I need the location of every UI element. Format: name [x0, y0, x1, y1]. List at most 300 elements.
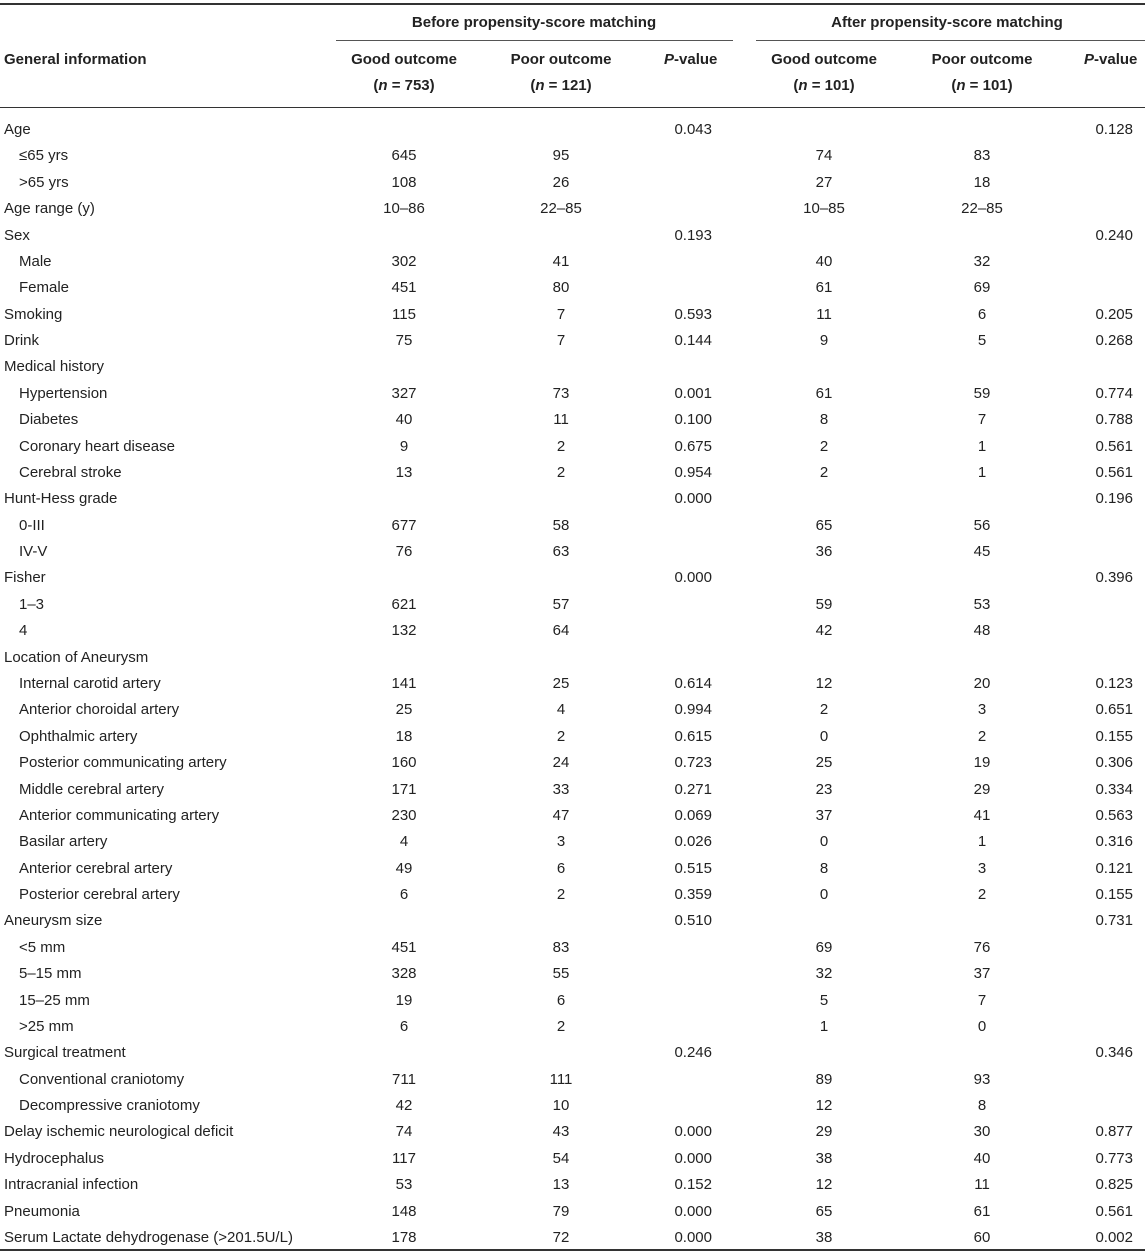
cell-before-poor: 55	[552, 965, 570, 983]
row-label: Surgical treatment	[4, 1044, 126, 1062]
cell-before-poor: 83	[552, 938, 570, 956]
cell-after-poor: 53	[973, 595, 991, 613]
cell-after-poor: 83	[973, 147, 991, 165]
row-label: Female	[19, 279, 70, 297]
cell-before-p-value: 0.193	[674, 226, 712, 244]
row-label: Pneumonia	[4, 1202, 80, 1220]
cell-after-poor: 40	[973, 1149, 991, 1167]
cell-before-poor: 80	[552, 279, 570, 297]
cell-before-good: 75	[395, 332, 413, 350]
table-row	[0, 961, 1145, 987]
cell-before-good: 451	[391, 938, 417, 956]
column-header-before-poor	[511, 50, 612, 96]
cell-after-poor: 93	[973, 1070, 991, 1088]
cell-before-good: 42	[395, 1097, 413, 1115]
column-header-before-poor-n: (n = 121)	[530, 77, 592, 94]
table-row	[0, 697, 1145, 723]
cell-before-good: 108	[391, 173, 417, 191]
cell-before-p-value: 0.100	[674, 411, 712, 429]
cell-after-poor: 60	[973, 1228, 991, 1246]
table-row	[0, 856, 1145, 882]
cell-after-poor: 11	[974, 1176, 990, 1194]
n-symbol: n	[798, 77, 808, 94]
cell-before-good: 115	[392, 305, 416, 323]
row-label: Delay ischemic neurological deficit	[4, 1123, 234, 1141]
cell-after-p-value: 0.316	[1095, 833, 1133, 851]
row-label: Fisher	[4, 569, 46, 587]
cell-before-p-value: 0.675	[674, 437, 712, 455]
cell-after-p-value: 0.396	[1095, 569, 1133, 587]
table-row	[0, 829, 1145, 855]
table-row	[0, 249, 1145, 275]
cell-before-p-value: 0.000	[674, 1149, 712, 1167]
cell-before-p-value: 0.723	[674, 754, 712, 772]
row-label: 5–15 mm	[19, 965, 82, 983]
cell-after-good: 12	[815, 1176, 833, 1194]
cell-after-p-value: 0.002	[1095, 1228, 1133, 1246]
cell-after-poor: 69	[973, 279, 991, 297]
cell-before-poor: 6	[556, 991, 566, 1009]
cell-before-p-value: 0.246	[674, 1044, 712, 1062]
table-row	[0, 592, 1145, 618]
group-rule-before	[336, 40, 733, 41]
column-header-after-poor-n: (n = 101)	[951, 77, 1013, 94]
cell-before-good: 711	[392, 1070, 416, 1088]
cell-after-p-value: 0.877	[1095, 1123, 1133, 1141]
cell-before-poor: 2	[556, 886, 566, 904]
cell-before-p-value: 0.152	[674, 1176, 712, 1194]
cell-before-p-value: 0.026	[674, 833, 712, 851]
cell-after-good: 74	[815, 147, 833, 165]
cell-after-poor: 45	[973, 543, 991, 561]
table-row	[0, 486, 1145, 512]
n-value: = 753)	[387, 77, 435, 94]
group-header-before: Before propensity-score matching	[411, 14, 657, 31]
cell-after-good: 25	[815, 754, 833, 772]
p-symbol: P	[664, 51, 675, 68]
row-label: Coronary heart disease	[19, 437, 175, 455]
table-row	[0, 777, 1145, 803]
cell-after-good: 27	[815, 173, 833, 191]
cell-after-good: 69	[815, 938, 833, 956]
row-label: Diabetes	[19, 411, 79, 429]
cell-after-poor: 30	[973, 1123, 991, 1141]
cell-after-poor: 7	[977, 411, 987, 429]
table-row	[0, 328, 1145, 354]
cell-before-poor: 4	[556, 701, 566, 719]
cell-after-poor: 20	[973, 674, 991, 692]
cell-before-poor: 2	[556, 437, 566, 455]
cell-before-poor: 25	[552, 674, 570, 692]
cell-before-poor: 6	[556, 859, 566, 877]
group-rule-after	[756, 40, 1145, 41]
cell-after-poor: 61	[973, 1202, 991, 1220]
cell-after-good: 65	[815, 1202, 833, 1220]
cell-after-p-value: 0.773	[1095, 1149, 1133, 1167]
cell-before-poor: 64	[552, 622, 570, 640]
cell-after-poor: 3	[977, 701, 987, 719]
table-row	[0, 935, 1145, 961]
row-label: Posterior cerebral artery	[19, 886, 180, 904]
row-label: ≤65 yrs	[19, 147, 69, 165]
cell-after-p-value: 0.240	[1095, 226, 1133, 244]
cell-after-good: 23	[815, 780, 833, 798]
cell-after-p-value: 0.788	[1095, 411, 1133, 429]
cell-before-p-value: 0.359	[674, 886, 712, 904]
row-label: >65 yrs	[19, 173, 69, 191]
column-header-after-poor-title: Poor outcome	[931, 51, 1033, 68]
cell-before-good: 677	[391, 516, 417, 534]
column-header-after-good-title: Good outcome	[771, 51, 877, 68]
cell-after-poor: 8	[977, 1097, 987, 1115]
table-row	[0, 275, 1145, 301]
row-label: Aneurysm size	[4, 912, 103, 930]
cell-before-poor: 95	[552, 147, 570, 165]
row-label: Smoking	[4, 305, 63, 323]
n-value: = 101)	[807, 77, 855, 94]
cell-after-p-value: 0.123	[1095, 674, 1133, 692]
cell-after-poor: 2	[977, 886, 987, 904]
cell-after-poor: 7	[977, 991, 987, 1009]
cell-after-good: 2	[819, 701, 829, 719]
cell-before-p-value: 0.515	[674, 859, 712, 877]
column-header-after-good-n: (n = 101)	[793, 77, 855, 94]
cell-after-poor: 19	[973, 754, 991, 772]
cell-after-good: 10–85	[803, 200, 845, 218]
column-header-after-poor	[932, 50, 1033, 96]
row-label: Posterior communicating artery	[19, 754, 227, 772]
row-label: 4	[19, 622, 28, 640]
table-row	[0, 618, 1145, 644]
table-row	[0, 1040, 1145, 1066]
row-label: 0-III	[19, 516, 45, 534]
cell-before-good: 141	[391, 674, 417, 692]
cell-after-p-value: 0.731	[1095, 912, 1133, 930]
cell-after-good: 61	[815, 384, 833, 402]
cell-after-poor: 22–85	[961, 200, 1003, 218]
column-header-after-good	[771, 50, 877, 96]
cell-after-good: 37	[815, 806, 833, 824]
cell-before-good: 328	[391, 965, 417, 983]
cell-after-poor: 56	[973, 516, 991, 534]
cell-after-p-value: 0.196	[1095, 490, 1133, 508]
cell-before-p-value: 0.000	[674, 1202, 712, 1220]
row-label: Age range (y)	[4, 200, 95, 218]
cell-before-p-value: 0.510	[674, 912, 712, 930]
table-row	[0, 381, 1145, 407]
cell-before-poor: 11	[553, 411, 569, 429]
cell-before-poor: 47	[552, 806, 570, 824]
cell-after-p-value: 0.334	[1095, 780, 1133, 798]
cell-after-good: 8	[819, 411, 829, 429]
cell-after-good: 65	[815, 516, 833, 534]
row-label: Hypertension	[19, 384, 108, 402]
cell-after-good: 38	[815, 1228, 833, 1246]
cell-before-p-value: 0.001	[674, 384, 712, 402]
column-header-before-good	[351, 50, 457, 96]
cell-before-p-value: 0.994	[674, 701, 712, 719]
cell-before-poor: 13	[552, 1176, 570, 1194]
cell-after-p-value: 0.561	[1095, 437, 1133, 455]
cell-before-poor: 3	[556, 833, 566, 851]
table-row	[0, 117, 1145, 143]
cell-after-good: 29	[815, 1123, 833, 1141]
cell-before-good: 40	[395, 411, 413, 429]
cell-before-poor: 2	[556, 463, 566, 481]
cell-before-poor: 7	[556, 305, 566, 323]
cell-after-p-value: 0.121	[1095, 859, 1133, 877]
cell-after-poor: 1	[977, 463, 987, 481]
cell-after-good: 1	[819, 1017, 829, 1035]
cell-before-good: 148	[391, 1202, 417, 1220]
cell-after-p-value: 0.306	[1095, 754, 1133, 772]
cell-after-good: 32	[815, 965, 833, 983]
cell-after-poor: 37	[973, 965, 991, 983]
cell-after-poor: 2	[977, 727, 987, 745]
cell-after-p-value: 0.155	[1095, 886, 1133, 904]
table-row	[0, 1014, 1145, 1040]
row-label: IV-V	[19, 543, 48, 561]
cell-before-p-value: 0.614	[674, 674, 712, 692]
row-label: Medical history	[4, 358, 105, 376]
cell-before-p-value: 0.043	[674, 121, 712, 138]
cell-before-poor: 63	[552, 543, 570, 561]
cell-after-p-value: 0.561	[1095, 463, 1133, 481]
cell-before-good: 4	[399, 833, 409, 851]
header-bottom-rule	[0, 107, 1145, 108]
table-row	[0, 407, 1145, 433]
group-header-after: After propensity-score matching	[831, 14, 1063, 31]
cell-before-good: 53	[395, 1176, 413, 1194]
cell-before-p-value: 0.000	[674, 1123, 712, 1141]
cell-after-poor: 1	[977, 833, 987, 851]
n-symbol: n	[956, 77, 966, 94]
table-row	[0, 1225, 1145, 1251]
row-label: Cerebral stroke	[19, 463, 122, 481]
n-value: = 121)	[544, 77, 592, 94]
cell-after-poor: 48	[973, 622, 991, 640]
cell-after-good: 9	[819, 332, 829, 350]
cell-after-good: 2	[819, 437, 829, 455]
cell-before-poor: 73	[552, 384, 570, 402]
cell-after-good: 36	[815, 543, 833, 561]
row-label: >25 mm	[19, 1017, 74, 1035]
table-row	[0, 539, 1145, 565]
cell-after-good: 38	[815, 1149, 833, 1167]
p-suffix: -value	[674, 51, 718, 68]
row-label: Sex	[4, 226, 30, 244]
row-label: Intracranial infection	[4, 1176, 139, 1194]
cell-before-good: 178	[391, 1228, 417, 1246]
n-symbol: n	[535, 77, 545, 94]
cell-before-poor: 2	[556, 727, 566, 745]
cell-before-good: 132	[391, 622, 417, 640]
cell-before-good: 230	[391, 806, 417, 824]
table-row	[0, 434, 1145, 460]
p-symbol: P	[1084, 51, 1095, 68]
cell-after-p-value: 0.128	[1095, 121, 1133, 138]
table-row	[0, 1146, 1145, 1172]
cell-after-good: 42	[815, 622, 833, 640]
cell-before-good: 327	[391, 384, 417, 402]
cell-before-poor: 7	[556, 332, 566, 350]
n-symbol: n	[378, 77, 388, 94]
row-label: Basilar artery	[19, 833, 108, 851]
cell-after-poor: 41	[973, 806, 991, 824]
cell-before-good: 74	[395, 1123, 413, 1141]
table-row	[0, 1199, 1145, 1225]
cell-before-poor: 57	[552, 595, 570, 613]
cell-before-good: 451	[391, 279, 417, 297]
column-header-before-poor-title: Poor outcome	[510, 51, 612, 68]
row-label: Hunt-Hess grade	[4, 490, 118, 508]
cell-before-good: 117	[392, 1149, 416, 1167]
cell-after-poor: 0	[977, 1017, 987, 1035]
cell-after-p-value: 0.155	[1095, 727, 1133, 745]
cell-after-p-value: 0.651	[1095, 701, 1133, 719]
cell-after-good: 11	[816, 305, 832, 323]
cell-before-poor: 26	[552, 173, 570, 191]
table-row	[0, 988, 1145, 1014]
table-row	[0, 882, 1145, 908]
cell-after-poor: 76	[973, 938, 991, 956]
cell-before-good: 6	[399, 1017, 409, 1035]
column-header-before-p-value	[664, 50, 717, 70]
row-label: Anterior cerebral artery	[19, 859, 173, 877]
cell-after-good: 61	[815, 279, 833, 297]
table-row	[0, 143, 1145, 169]
cell-after-good: 0	[819, 833, 829, 851]
column-header-after-p-value	[1084, 50, 1137, 70]
row-label: Location of Aneurysm	[4, 648, 149, 666]
row-label: Anterior communicating artery	[19, 806, 220, 824]
table-top-rule	[0, 3, 1145, 5]
cell-after-good: 89	[815, 1070, 833, 1088]
cell-before-good: 10–86	[383, 200, 425, 218]
cell-before-good: 160	[391, 754, 417, 772]
cell-after-good: 0	[819, 727, 829, 745]
cell-after-good: 8	[819, 859, 829, 877]
cell-after-p-value: 0.205	[1095, 305, 1133, 323]
table-row	[0, 302, 1145, 328]
row-label: Serum Lactate dehydrogenase (>201.5U/L)	[4, 1228, 293, 1246]
cell-before-poor: 2	[556, 1017, 566, 1035]
table-row	[0, 724, 1145, 750]
row-label: Internal carotid artery	[19, 674, 161, 692]
n-value: = 101)	[965, 77, 1013, 94]
cell-before-p-value: 0.000	[674, 1228, 712, 1246]
cell-before-poor: 54	[552, 1149, 570, 1167]
table-row	[0, 671, 1145, 697]
cell-before-p-value: 0.954	[674, 463, 712, 481]
table-row	[0, 565, 1145, 591]
row-label: Anterior choroidal artery	[19, 701, 180, 719]
table-row	[0, 513, 1145, 539]
cell-before-p-value: 0.593	[674, 305, 712, 323]
cell-after-good: 5	[819, 991, 829, 1009]
cell-after-p-value: 0.346	[1095, 1044, 1133, 1062]
table-row	[0, 908, 1145, 934]
cell-after-poor: 3	[977, 859, 987, 877]
row-label: Age	[4, 121, 31, 138]
table-row	[0, 750, 1145, 776]
cell-before-good: 645	[391, 147, 417, 165]
column-header-general-information: General information	[4, 51, 147, 68]
cell-before-poor: 22–85	[540, 200, 582, 218]
cell-before-good: 25	[395, 701, 413, 719]
cell-after-p-value: 0.561	[1095, 1202, 1133, 1220]
row-label: Drink	[4, 332, 40, 350]
table-row	[0, 645, 1145, 671]
cell-after-good: 40	[815, 252, 833, 270]
cell-after-poor: 5	[977, 332, 987, 350]
cell-after-poor: 32	[973, 252, 991, 270]
cell-after-good: 2	[819, 463, 829, 481]
row-label: 15–25 mm	[19, 991, 90, 1009]
cell-after-poor: 18	[973, 173, 991, 191]
row-label: 1–3	[19, 595, 45, 613]
cell-before-good: 19	[395, 991, 413, 1009]
cell-before-poor: 72	[552, 1228, 570, 1246]
cell-before-good: 49	[395, 859, 413, 877]
cell-before-good: 6	[399, 886, 409, 904]
cell-after-p-value: 0.774	[1095, 384, 1133, 402]
row-label: Middle cerebral artery	[19, 780, 165, 798]
cell-before-poor: 10	[552, 1097, 570, 1115]
cell-before-good: 76	[395, 543, 413, 561]
cell-before-p-value: 0.069	[674, 806, 712, 824]
cell-before-good: 13	[395, 463, 413, 481]
cell-before-poor: 58	[552, 516, 570, 534]
cell-after-poor: 1	[977, 437, 987, 455]
row-label: Ophthalmic artery	[19, 727, 138, 745]
cell-before-good: 621	[391, 595, 417, 613]
cell-after-poor: 29	[973, 780, 991, 798]
cell-before-p-value: 0.000	[674, 569, 712, 587]
cell-after-p-value: 0.563	[1095, 806, 1133, 824]
table-row	[0, 196, 1145, 222]
cell-after-good: 12	[815, 674, 833, 692]
cell-before-p-value: 0.144	[674, 332, 712, 350]
cell-before-poor: 43	[552, 1123, 570, 1141]
cell-before-good: 171	[391, 780, 417, 798]
cell-after-good: 12	[815, 1097, 833, 1115]
cell-after-good: 59	[815, 595, 833, 613]
cell-before-good: 302	[391, 252, 417, 270]
table-row	[0, 1067, 1145, 1093]
cell-before-p-value: 0.271	[674, 780, 712, 798]
row-label: Conventional craniotomy	[19, 1070, 185, 1088]
cell-before-p-value: 0.000	[674, 490, 712, 508]
cell-before-poor: 33	[552, 780, 570, 798]
table-row	[0, 223, 1145, 249]
column-header-before-good-title: Good outcome	[351, 51, 457, 68]
cell-before-poor: 41	[552, 252, 570, 270]
cell-before-poor: 24	[552, 754, 570, 772]
table-row	[0, 170, 1145, 196]
p-suffix: -value	[1094, 51, 1138, 68]
table-row	[0, 1093, 1145, 1119]
cell-before-p-value: 0.615	[674, 727, 712, 745]
table-row	[0, 1172, 1145, 1198]
cell-after-good: 0	[819, 886, 829, 904]
column-header-before-good-n: (n = 753)	[373, 77, 435, 94]
cell-before-good: 18	[395, 727, 413, 745]
cell-before-good: 9	[399, 437, 409, 455]
cell-before-poor: 79	[552, 1202, 570, 1220]
row-label: Male	[19, 252, 52, 270]
cell-after-p-value: 0.268	[1095, 332, 1133, 350]
